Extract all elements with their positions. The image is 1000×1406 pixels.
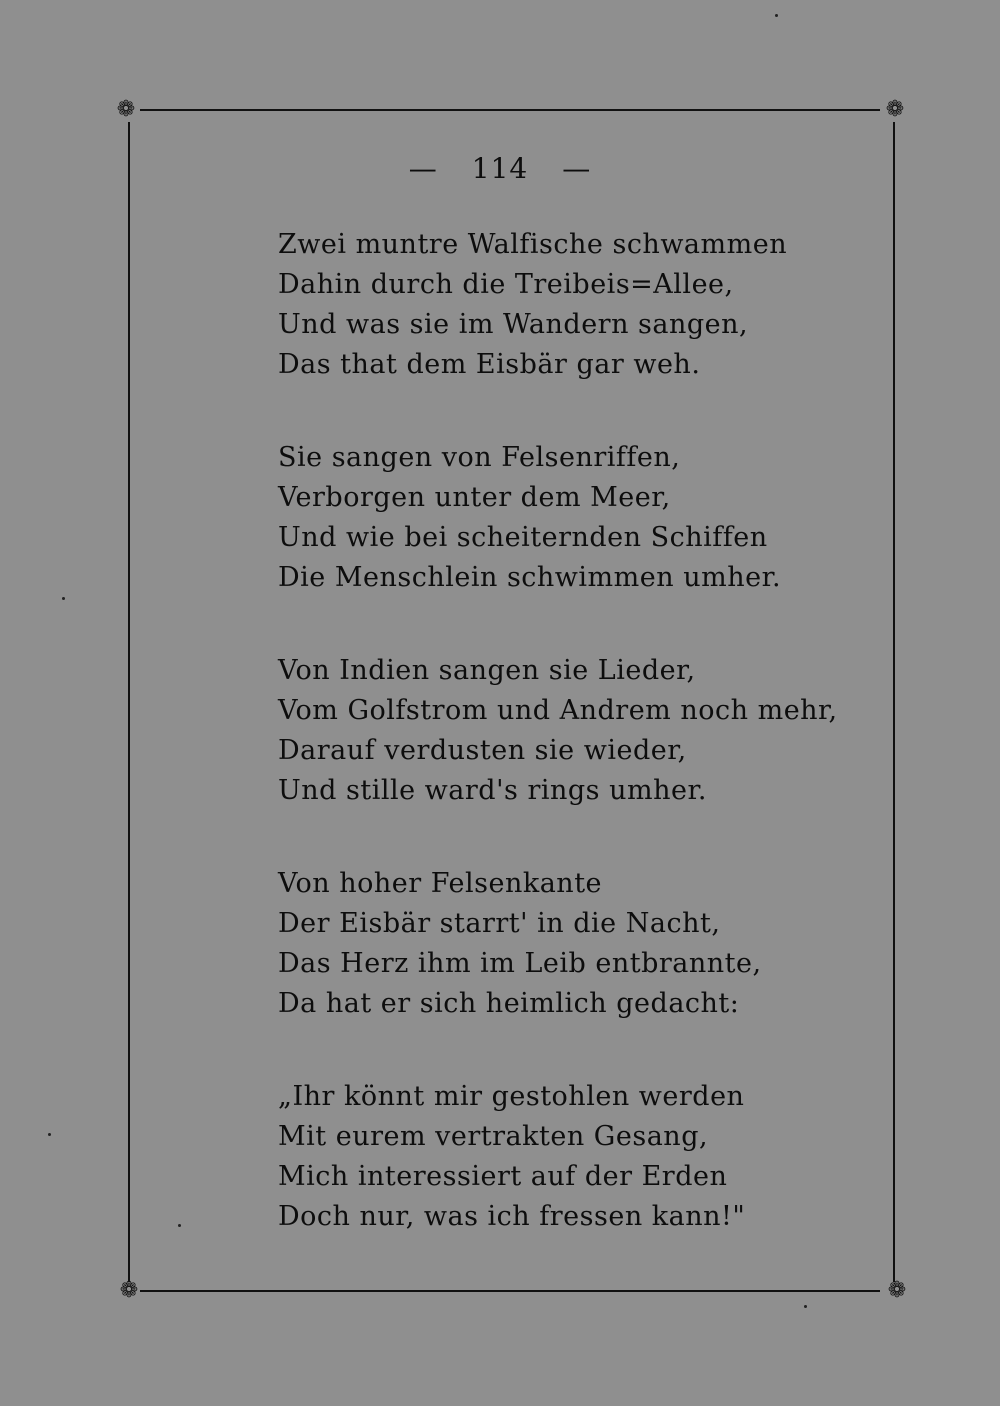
stanza xyxy=(278,225,838,385)
poem-line: Sie sangen von Felsenriffen, xyxy=(278,442,681,473)
corner-ornament-icon: ❁ xyxy=(116,97,136,122)
corner-ornament-icon: ❁ xyxy=(119,1278,139,1303)
poem-line: „Ihr könnt mir gestohlen werden xyxy=(278,1081,745,1112)
print-speck xyxy=(775,14,778,17)
page-number: 114 xyxy=(471,152,529,185)
corner-ornament-icon: ❁ xyxy=(887,1278,907,1303)
corner-ornament-icon: ❁ xyxy=(885,97,905,122)
poem-line: Die Menschlein schwimmen umher. xyxy=(278,562,782,593)
page-number-dash-right: — xyxy=(562,152,592,185)
poem-line: Darauf verdusten sie wieder, xyxy=(278,735,687,766)
poem-body xyxy=(278,225,838,1290)
poem-line: Von hoher Felsenkante xyxy=(278,868,603,899)
poem-line: Und stille ward's rings umher. xyxy=(278,775,707,806)
poem-line: Zwei muntre Walfische schwammen xyxy=(278,229,788,260)
stanza xyxy=(278,651,838,811)
page-number-header xyxy=(0,152,1000,185)
frame-bottom-rule xyxy=(140,1290,880,1292)
poem-line: Mich interessiert auf der Erden xyxy=(278,1161,728,1192)
frame-top-rule xyxy=(140,109,880,111)
poem-line: Das Herz ihm im Leib entbrannte, xyxy=(278,948,762,979)
print-speck xyxy=(178,1224,181,1227)
poem-line: Von Indien sangen sie Lieder, xyxy=(278,655,696,686)
frame-left-rule xyxy=(128,122,130,1282)
poem-line: Verborgen unter dem Meer, xyxy=(278,482,671,513)
poem-line: Da hat er sich heimlich gedacht: xyxy=(278,988,740,1019)
print-speck xyxy=(62,597,65,600)
stanza xyxy=(278,864,838,1024)
poem-line: Und was sie im Wandern sangen, xyxy=(278,309,749,340)
stanza xyxy=(278,1077,838,1237)
frame-right-rule xyxy=(893,122,895,1282)
poem-line: Doch nur, was ich fressen kann!" xyxy=(278,1201,746,1232)
poem-line: Das that dem Eisbär gar weh. xyxy=(278,349,701,380)
print-speck xyxy=(48,1133,51,1136)
poem-line: Mit eurem vertrakten Gesang, xyxy=(278,1121,709,1152)
print-speck xyxy=(804,1305,807,1308)
poem-line: Dahin durch die Treibeis=Allee, xyxy=(278,269,734,300)
poem-line: Vom Golfstrom und Andrem noch mehr, xyxy=(278,695,838,726)
poem-line: Der Eisbär starrt' in die Nacht, xyxy=(278,908,721,939)
poem-line: Und wie bei scheiternden Schiffen xyxy=(278,522,768,553)
stanza xyxy=(278,438,838,598)
page-number-dash-left: — xyxy=(408,152,438,185)
